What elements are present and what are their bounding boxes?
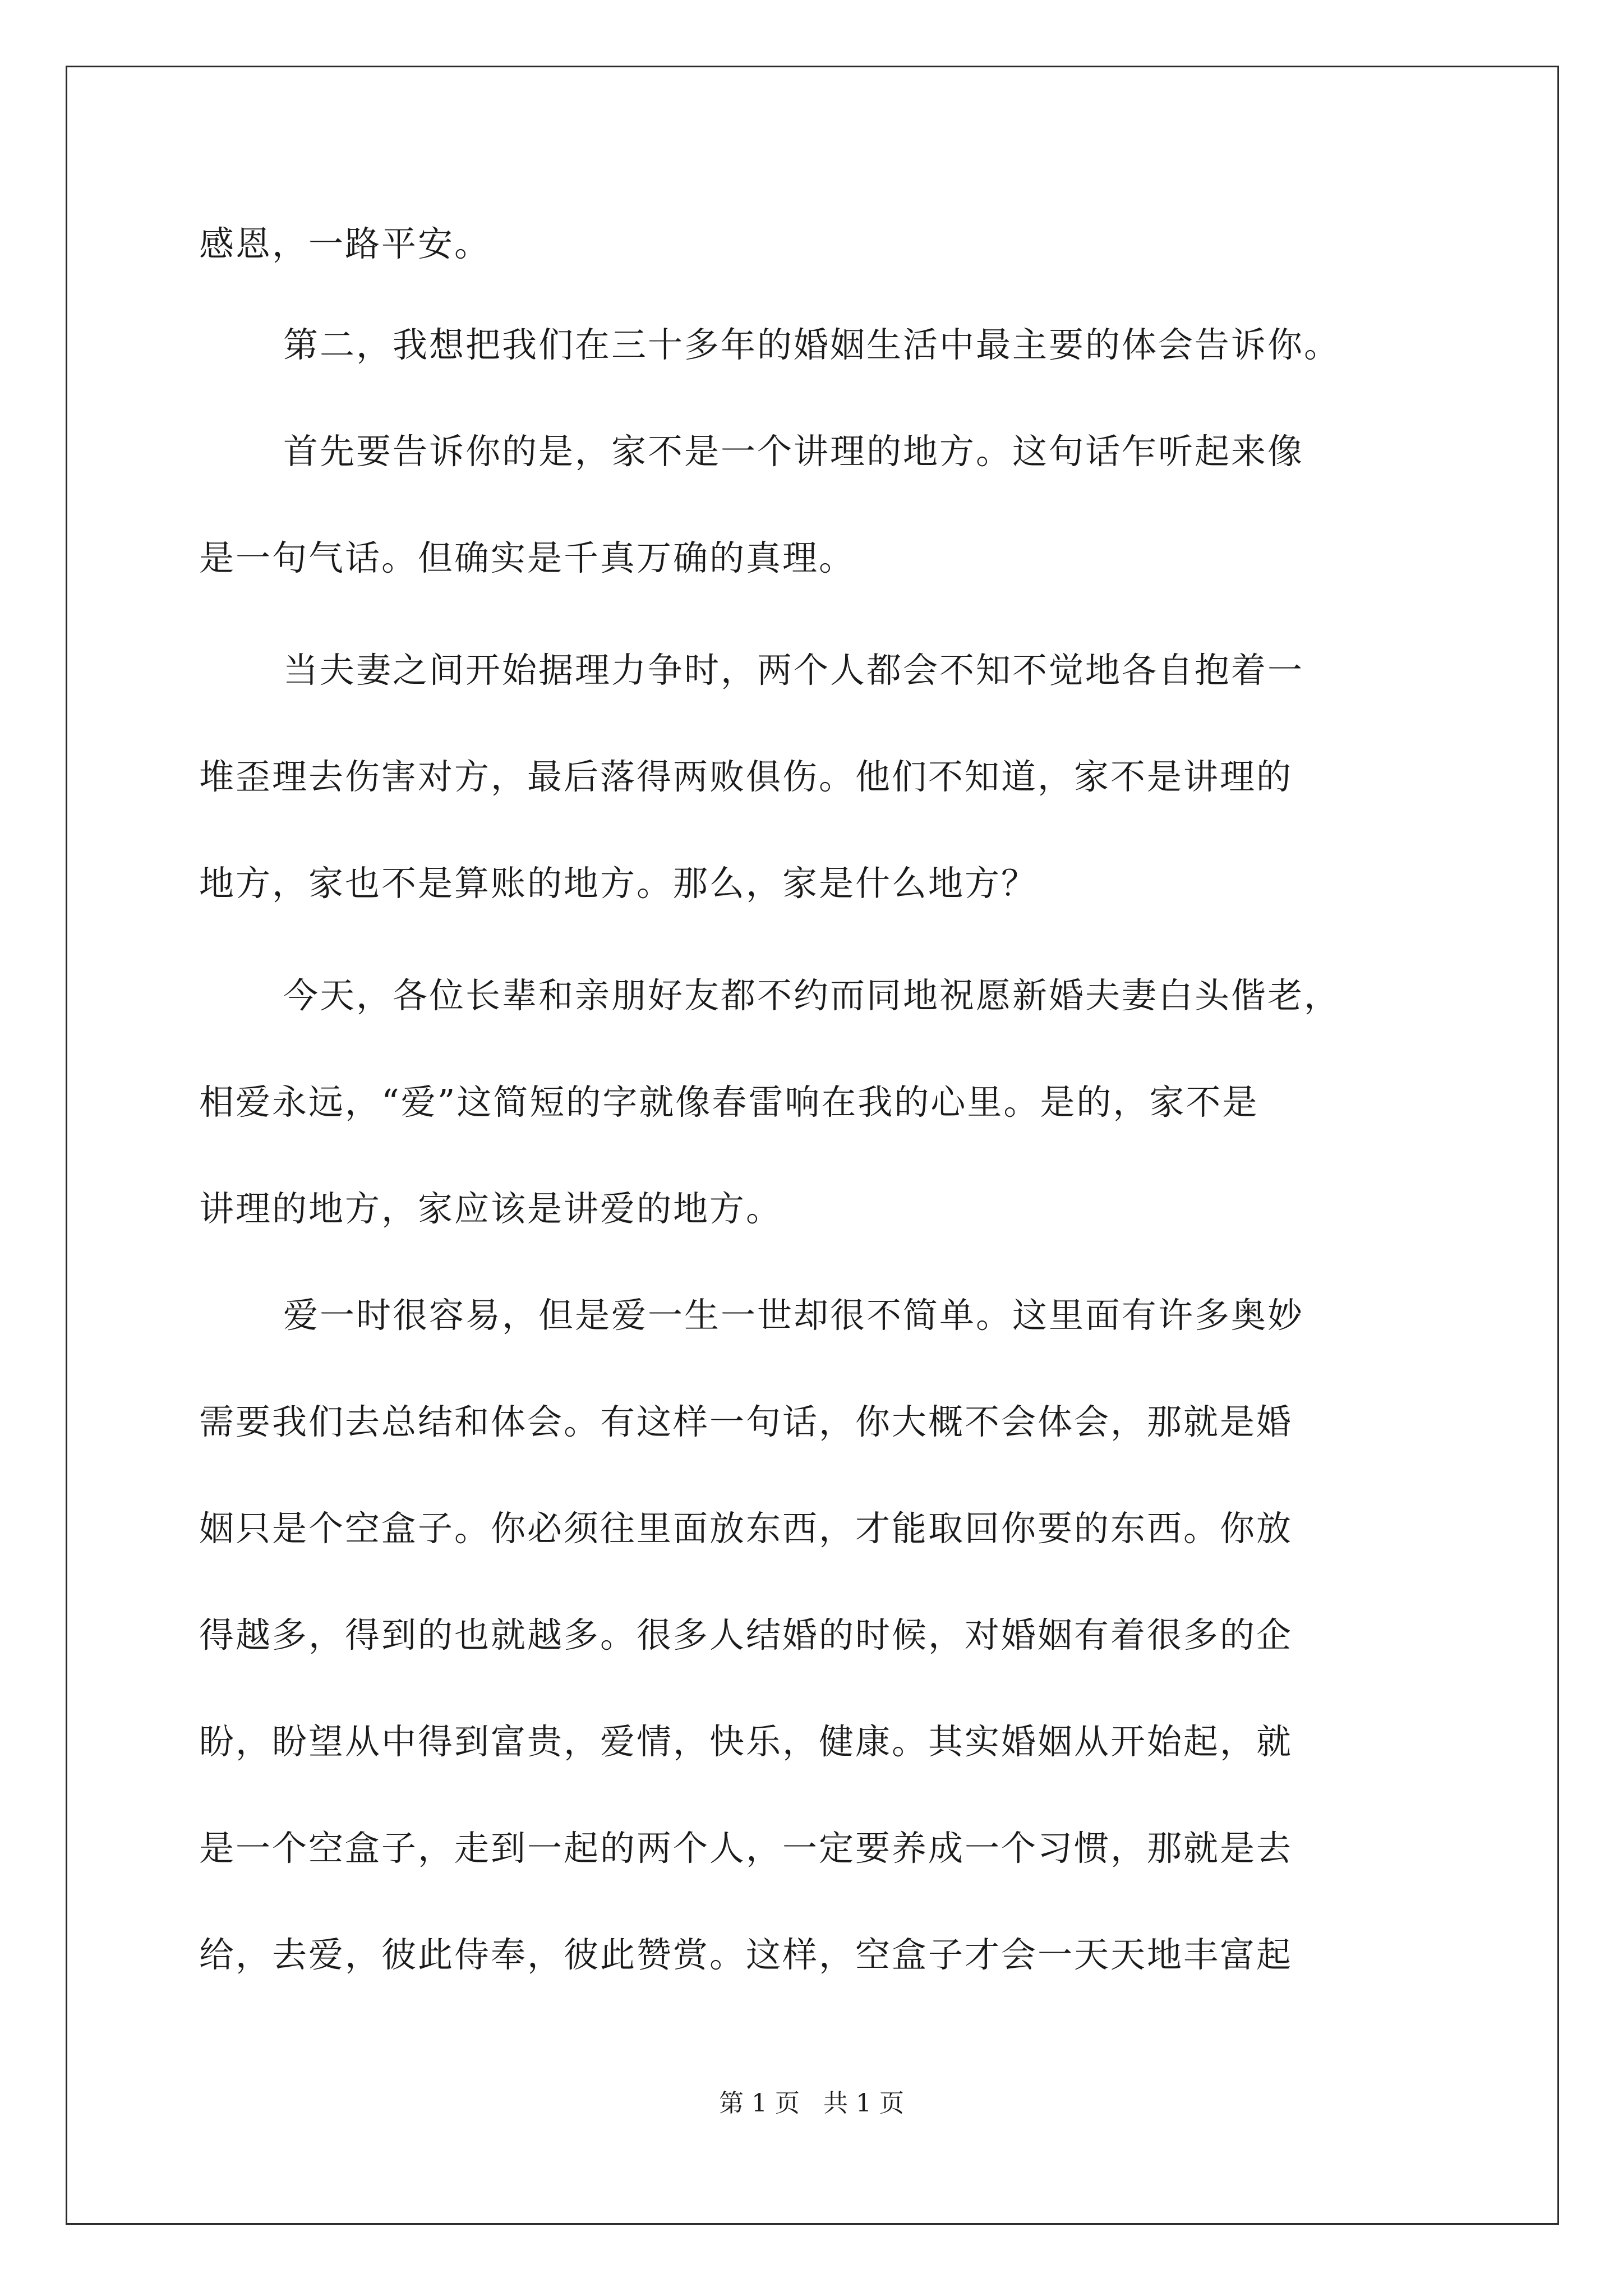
text-line: 当夫妻之间开始据理力争时，两个人都会不知不觉地各自抱着一 (283, 650, 1304, 691)
text-line: 感恩，一路平安。 (199, 223, 491, 264)
text-line: 相爱永远，“爱”这简短的字就像春雷响在我的心里。是的，家不是 (199, 1082, 1259, 1122)
text-line: 姻只是个空盒子。你必须往里面放东西，才能取回你要的东西。你放 (199, 1508, 1293, 1549)
text-line: 需要我们去总结和体会。有这样一句话，你大概不会体会，那就是婚 (199, 1401, 1293, 1442)
text-line: 盼，盼望从中得到富贵，爱情，快乐，健康。其实婚姻从开始起，就 (199, 1721, 1293, 1762)
text-line: 堆歪理去伤害对方，最后落得两败俱伤。他们不知道，家不是讲理的 (199, 756, 1293, 797)
text-line: 地方，家也不是算账的地方。那么，家是什么地方？ (199, 863, 1038, 904)
page-border (66, 66, 1559, 2225)
text-line: 是一句气话。但确实是千真万确的真理。 (199, 537, 856, 578)
text-line: 得越多，得到的也就越多。很多人结婚的时候，对婚姻有着很多的企 (199, 1614, 1293, 1655)
text-line: 爱一时很容易，但是爱一生一世却很不简单。这里面有许多奥妙 (283, 1295, 1304, 1336)
text-line: 讲理的地方，家应该是讲爱的地方。 (199, 1188, 783, 1229)
text-line: 是一个空盒子，走到一起的两个人，一定要养成一个习惯，那就是去 (199, 1828, 1293, 1869)
text-line: 第二，我想把我们在三十多年的婚姻生活中最主要的体会告诉你。 (283, 324, 1341, 365)
text-line: 今天，各位长辈和亲朋好友都不约而同地祝愿新婚夫妻白头偕老， (283, 975, 1341, 1016)
text-line: 给，去爱，彼此侍奉，彼此赞赏。这样，空盒子才会一天天地丰富起 (199, 1934, 1293, 1975)
page-number: 第 1 页 共 1 页 (719, 2089, 904, 2118)
text-line: 首先要告诉你的是，家不是一个讲理的地方。这句话乍听起来像 (283, 431, 1304, 472)
